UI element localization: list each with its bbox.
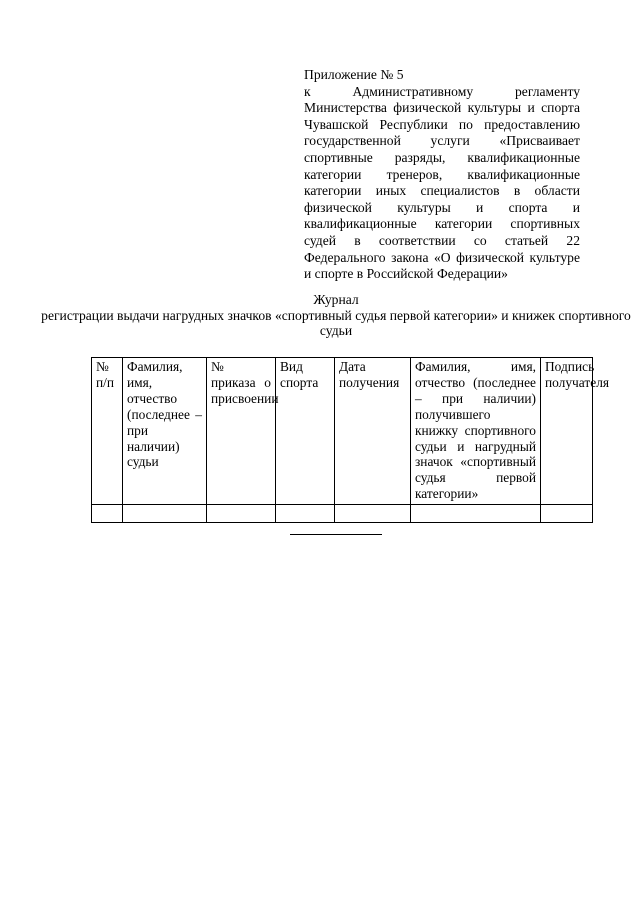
column-header-judge-name: Фамилия, имя, отчество (последнее – при наличии) судьи — [123, 358, 207, 505]
table-cell[interactable] — [92, 505, 123, 523]
journal-subtitle: регистрации выдачи нагрудных значков «спортивный судья первой категории» и книжек спортивного судьи — [41, 307, 631, 339]
table-cell[interactable] — [207, 505, 276, 523]
appendix-block — [304, 67, 580, 283]
appendix-number: Приложение № 5 — [304, 67, 404, 82]
table-cell[interactable] — [276, 505, 335, 523]
table-cell[interactable] — [335, 505, 411, 523]
table-cell[interactable] — [123, 505, 207, 523]
journal-table — [91, 357, 610, 523]
table-cell[interactable] — [541, 505, 593, 523]
appendix-text: к Административному регламенту Министерства физической культуры и спорта Чувашской Республики по предоставлению государственной услуги «Присваивает спортивные разряды, квалификационные категории тренеров, квалификационные категории иных специалистов в области физической культуры и спорта и квалификационные категории спортивных судей в соответствии со статьей 22 Федерального закона «О физической культуре и спорте в Российской Федерации» — [304, 83, 580, 282]
journal-heading — [40, 292, 632, 339]
column-header-receipt-date: Дата получения — [335, 358, 411, 505]
column-header-sport: Вид спорта — [276, 358, 335, 505]
table-row — [92, 505, 593, 523]
column-header-signature: Подпись получателя — [541, 358, 593, 505]
column-header-number: № п/п — [92, 358, 123, 505]
column-header-recipient-name: Фамилия, имя, отчество (последнее – при наличии) получившего книжку спортивного судьи и нагрудный значок «спортивный судья первой категории» — [411, 358, 541, 505]
journal-title: Журнал — [313, 292, 359, 307]
column-header-order-number: № приказа о присвоении — [207, 358, 276, 505]
end-divider — [290, 534, 382, 535]
table-cell[interactable] — [411, 505, 541, 523]
table-header-row — [92, 358, 593, 505]
